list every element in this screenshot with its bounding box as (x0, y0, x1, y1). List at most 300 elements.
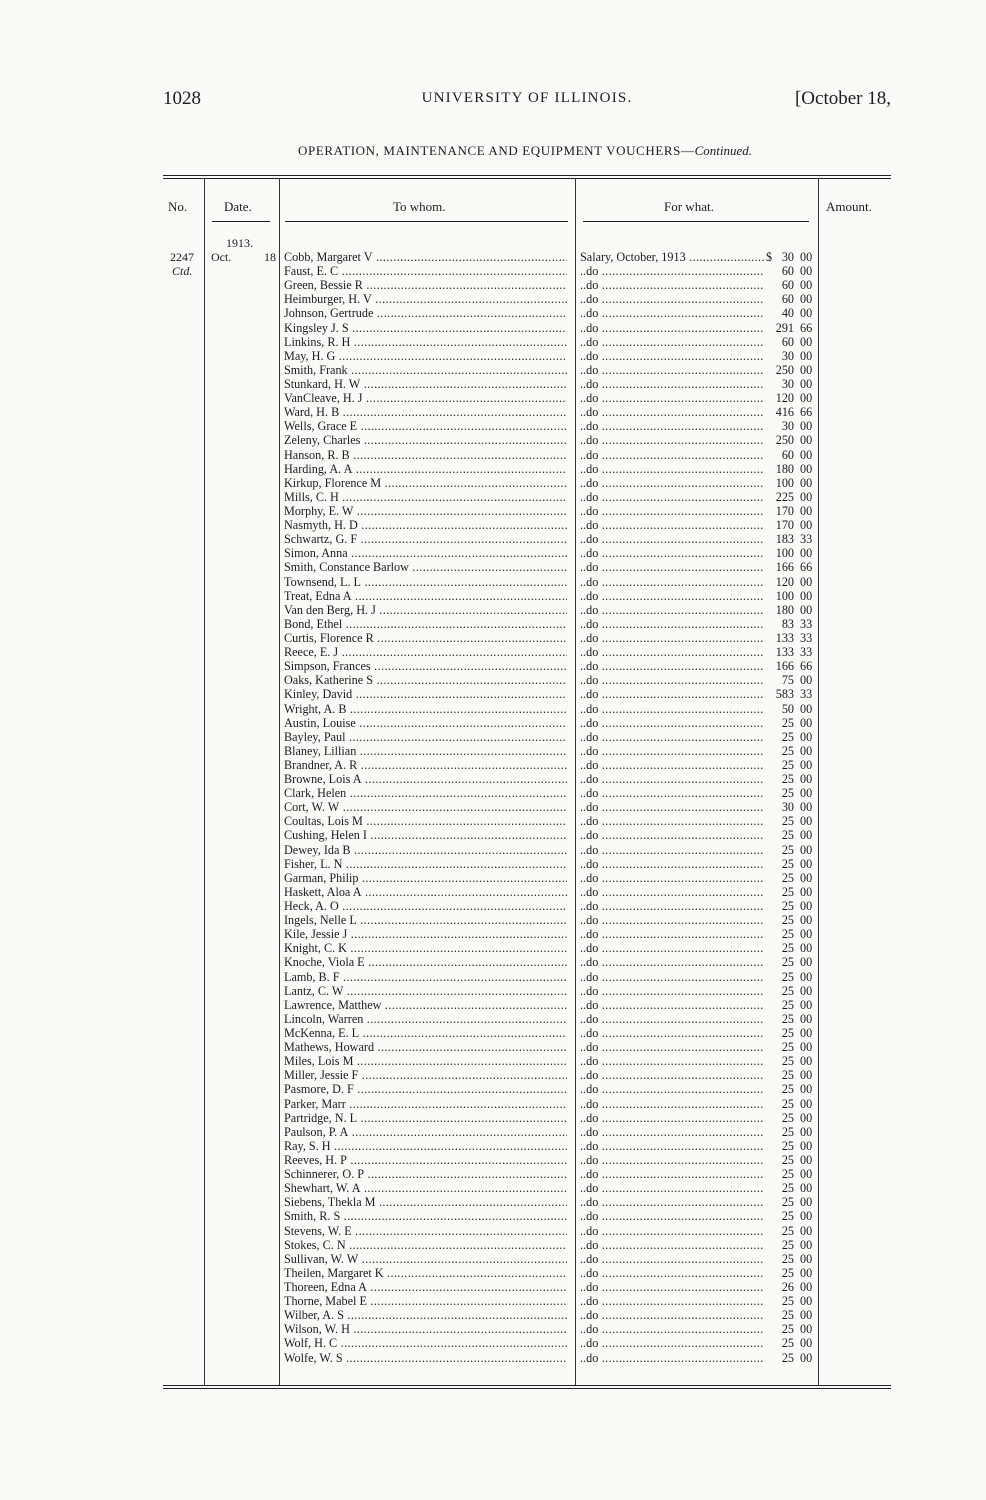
amount-cents: 00 (800, 1153, 813, 1167)
amount-dollars: 180 (775, 602, 794, 617)
table-row (0, 589, 986, 603)
payment-purpose: ..do ..... (580, 1252, 764, 1266)
payee-name: Kinley, David ..... (284, 687, 567, 701)
payee-name: Schinnerer, O. P ..... (284, 1167, 567, 1181)
payment-purpose: ..do ..... (580, 617, 764, 631)
amount-cents: 00 (800, 856, 813, 871)
table-row (0, 490, 986, 504)
payment-purpose: ..do ..... (580, 1308, 764, 1322)
payment-purpose: ..do ..... (580, 1167, 764, 1181)
payee-name: Heimburger, H. V ..... (284, 292, 567, 306)
amount-dollars: 25 (781, 729, 794, 744)
amount-dollars: 25 (781, 1181, 794, 1196)
payee-name: Morphy, E. W ..... (284, 504, 567, 518)
amount-cents: 00 (800, 1124, 813, 1139)
amount-dollars: 170 (775, 518, 794, 533)
payment-purpose: ..do ..... (580, 786, 764, 800)
payment-purpose: ..do ..... (580, 1224, 764, 1238)
amount-cents: 00 (800, 348, 813, 363)
amount-dollars: 25 (781, 1082, 794, 1097)
payee-name: Schwartz, G. F ..... (284, 532, 567, 546)
payment-purpose: ..do ..... (580, 1181, 764, 1195)
running-title: UNIVERSITY OF ILLINOIS. (421, 90, 633, 106)
amount-dollars: 25 (781, 913, 794, 928)
amount-dollars: 60 (781, 292, 794, 307)
payment-purpose: ..do ..... (580, 716, 764, 730)
amount-cents: 00 (800, 391, 813, 406)
amount-dollars: 25 (781, 786, 794, 801)
payee-name: Stevens, W. E ..... (284, 1224, 567, 1238)
payee-name: Heck, A. O ..... (284, 899, 567, 913)
amount-cents: 00 (800, 1308, 813, 1323)
payee-name: Pasmore, D. F ..... (284, 1082, 567, 1096)
table-row (0, 885, 986, 899)
table-row (0, 1139, 986, 1153)
payment-purpose: ..do ..... (580, 349, 764, 363)
payee-name: Ray, S. H ..... (284, 1139, 567, 1153)
table-row (0, 857, 986, 871)
amount-dollars: 40 (781, 306, 794, 321)
payee-name: Wolfe, W. S ..... (284, 1351, 567, 1365)
header-underline-date (212, 221, 270, 222)
table-top-rule-2 (163, 178, 891, 179)
amount-dollars: 170 (775, 503, 794, 518)
payee-name: Shewhart, W. A ..... (284, 1181, 567, 1195)
amount-cents: 00 (800, 1237, 813, 1252)
payment-purpose: ..do ..... (580, 1097, 764, 1111)
payment-purpose: ..do ..... (580, 631, 764, 645)
table-row (0, 1308, 986, 1322)
amount-cents: 00 (800, 715, 813, 730)
voucher-continued-note: Ctd. (172, 264, 193, 278)
table-row (0, 448, 986, 462)
amount-dollars: 25 (781, 1265, 794, 1280)
amount-dollars: 166 (775, 560, 794, 575)
amount-dollars: 25 (781, 1308, 794, 1323)
payment-purpose: ..do ..... (580, 645, 764, 659)
payment-purpose: ..do ..... (580, 476, 764, 490)
payment-purpose: ..do ..... (580, 687, 764, 701)
payee-name: Lamb, B. F ..... (284, 970, 567, 984)
payee-name: Curtis, Florence R ..... (284, 631, 567, 645)
payment-purpose: ..do ..... (580, 1012, 764, 1026)
payment-purpose: ..do ..... (580, 899, 764, 913)
table-row (0, 1026, 986, 1040)
table-row (0, 828, 986, 842)
payment-purpose: ..do ..... (580, 1266, 764, 1280)
table-row (0, 1068, 986, 1082)
amount-cents: 00 (800, 602, 813, 617)
amount-cents: 00 (800, 955, 813, 970)
payment-purpose: ..do ..... (580, 1026, 764, 1040)
payment-purpose: ..do ..... (580, 843, 764, 857)
amount-dollars: 25 (781, 1251, 794, 1266)
payee-name: Bond, Ethel ..... (284, 617, 567, 631)
amount-cents: 00 (800, 1294, 813, 1309)
payee-name: Miller, Jessie F ..... (284, 1068, 567, 1082)
payment-purpose: ..do ..... (580, 659, 764, 673)
amount-cents: 00 (800, 1265, 813, 1280)
amount-dollars: 25 (781, 884, 794, 899)
table-bottom-rule-2 (163, 1388, 891, 1389)
payment-purpose: ..do ..... (580, 560, 764, 574)
payment-purpose: ..do ..... (580, 1082, 764, 1096)
payment-purpose: ..do ..... (580, 913, 764, 927)
amount-dollars: 25 (781, 842, 794, 857)
amount-dollars: 183 (775, 532, 794, 547)
table-row (0, 1125, 986, 1139)
payment-purpose: ..do ..... (580, 1238, 764, 1252)
amount-cents: 00 (800, 362, 813, 377)
table-row (0, 433, 986, 447)
amount-dollars: 180 (775, 461, 794, 476)
payment-purpose: ..do ..... (580, 1040, 764, 1054)
amount-dollars: 416 (775, 405, 794, 420)
payment-purpose: ..do ..... (580, 278, 764, 292)
amount-dollars: 30 (781, 348, 794, 363)
amount-cents: 00 (800, 1209, 813, 1224)
payee-name: Van den Berg, H. J ..... (284, 603, 567, 617)
amount-cents: 66 (800, 320, 813, 335)
payment-purpose: ..do ..... (580, 744, 764, 758)
amount-dollars: 100 (775, 588, 794, 603)
payee-name: Cushing, Helen I ..... (284, 828, 567, 842)
payee-name: Brandner, A. R ..... (284, 758, 567, 772)
subtitle-continued: Continued. (694, 143, 752, 158)
payee-name: Blaney, Lillian ..... (284, 744, 567, 758)
amount-dollars: 291 (775, 320, 794, 335)
table-row (0, 800, 986, 814)
amount-dollars: 50 (781, 701, 794, 716)
payee-name: Fisher, L. N ..... (284, 857, 567, 871)
table-row (0, 1181, 986, 1195)
voucher-year: 1913. (226, 236, 253, 250)
header-to-whom: To whom. (393, 199, 446, 214)
payee-name: Ward, H. B ..... (284, 405, 567, 419)
payee-name: Stunkard, H. W ..... (284, 377, 567, 391)
amount-dollars: 25 (781, 870, 794, 885)
payee-name: Parker, Marr ..... (284, 1097, 567, 1111)
amount-cents: 00 (800, 1138, 813, 1153)
payee-name: Thorne, Mabel E ..... (284, 1294, 567, 1308)
amount-cents: 00 (800, 983, 813, 998)
table-row (0, 306, 986, 320)
payee-name: Clark, Helen ..... (284, 786, 567, 800)
voucher-month: Oct. (211, 250, 232, 264)
table-row (0, 504, 986, 518)
table-row (0, 335, 986, 349)
amount-cents: 66 (800, 560, 813, 575)
amount-cents: 00 (800, 870, 813, 885)
payment-purpose: ..do ..... (580, 730, 764, 744)
amount-cents: 00 (800, 1251, 813, 1266)
table-row (0, 730, 986, 744)
payee-name: Dewey, Ida B ..... (284, 843, 567, 857)
table-row (0, 786, 986, 800)
table-row (0, 363, 986, 377)
payee-name: Austin, Louise ..... (284, 716, 567, 730)
table-row (0, 349, 986, 363)
amount-cents: 33 (800, 645, 813, 660)
amount-cents: 00 (800, 475, 813, 490)
table-row (0, 1209, 986, 1223)
amount-cents: 00 (800, 899, 813, 914)
table-row (0, 1351, 986, 1365)
payee-name: Mills, C. H ..... (284, 490, 567, 504)
payee-name: Miles, Lois M ..... (284, 1054, 567, 1068)
table-row (0, 1097, 986, 1111)
payee-name: Treat, Edna A ..... (284, 589, 567, 603)
payment-purpose: ..do ..... (580, 1111, 764, 1125)
amount-cents: 00 (800, 1082, 813, 1097)
amount-dollars: 60 (781, 278, 794, 293)
section-subtitle (160, 143, 890, 159)
amount-cents: 00 (800, 814, 813, 829)
amount-cents: 66 (800, 659, 813, 674)
payee-name: VanCleave, H. J ..... (284, 391, 567, 405)
amount-cents: 00 (800, 306, 813, 321)
payment-purpose: ..do ..... (580, 1068, 764, 1082)
payee-name: Lawrence, Matthew ..... (284, 998, 567, 1012)
table-top-rule (163, 175, 891, 176)
amount-cents: 00 (800, 842, 813, 857)
payment-purpose: ..do ..... (580, 462, 764, 476)
table-row (0, 1280, 986, 1294)
table-row (0, 1266, 986, 1280)
payee-name: Harding, A. A ..... (284, 462, 567, 476)
amount-dollars: 25 (781, 1350, 794, 1365)
amount-dollars: 25 (781, 927, 794, 942)
amount-cents: 33 (800, 532, 813, 547)
amount-cents: 00 (800, 828, 813, 843)
payee-name: Oaks, Katherine S ..... (284, 673, 567, 687)
amount-dollars: 25 (781, 856, 794, 871)
amount-dollars: 250 (775, 362, 794, 377)
table-row (0, 321, 986, 335)
payee-name: Wilson, W. H ..... (284, 1322, 567, 1336)
amount-dollars: 60 (781, 447, 794, 462)
payee-name: Knoche, Viola E ..... (284, 955, 567, 969)
payment-purpose: ..do ..... (580, 603, 764, 617)
amount-dollars: 250 (775, 433, 794, 448)
voucher-day: 18 (264, 250, 276, 264)
payee-name: Haskett, Aloa A ..... (284, 885, 567, 899)
amount-dollars: 25 (781, 1040, 794, 1055)
table-row (0, 772, 986, 786)
payment-purpose: ..do ..... (580, 335, 764, 349)
table-row (0, 941, 986, 955)
payment-purpose: ..do ..... (580, 264, 764, 278)
amount-dollars: 25 (781, 1153, 794, 1167)
amount-dollars: 25 (781, 757, 794, 772)
payment-purpose: ..do ..... (580, 871, 764, 885)
table-row (0, 1167, 986, 1181)
header-underline-what (583, 221, 809, 222)
table-row (0, 758, 986, 772)
table-row (0, 927, 986, 941)
amount-cents: 00 (800, 1181, 813, 1196)
table-row (0, 814, 986, 828)
payment-purpose: ..do ..... (580, 1336, 764, 1350)
payee-name: Lincoln, Warren ..... (284, 1012, 567, 1026)
payment-purpose: ..do ..... (580, 927, 764, 941)
payee-name: Kirkup, Florence M ..... (284, 476, 567, 490)
voucher-number: 2247 (170, 250, 194, 264)
amount-dollars: 133 (775, 645, 794, 660)
amount-dollars: 25 (781, 1026, 794, 1041)
table-row (0, 603, 986, 617)
table-row (0, 970, 986, 984)
payment-purpose: ..do ..... (580, 589, 764, 603)
table-bottom-rule (163, 1385, 891, 1386)
amount-cents: 00 (800, 743, 813, 758)
amount-dollars: 25 (781, 1237, 794, 1252)
amount-cents: 00 (800, 941, 813, 956)
table-row (0, 913, 986, 927)
running-head (163, 88, 891, 118)
table-row (0, 560, 986, 574)
payee-name: Green, Bessie R ..... (284, 278, 567, 292)
table-row (0, 518, 986, 532)
amount-dollars: 25 (781, 1322, 794, 1337)
amount-cents: 00 (800, 927, 813, 942)
amount-dollars: 25 (781, 1054, 794, 1069)
table-row (0, 659, 986, 673)
payment-purpose: ..do ..... (580, 1351, 764, 1365)
amount-cents: 00 (800, 1336, 813, 1351)
amount-cents: 00 (800, 503, 813, 518)
amount-cents: 00 (800, 1026, 813, 1041)
table-row (0, 1153, 986, 1167)
payment-purpose: ..do ..... (580, 321, 764, 335)
payment-purpose: ..do ..... (580, 970, 764, 984)
amount-cents: 00 (800, 433, 813, 448)
table-row (0, 1012, 986, 1026)
table-row (0, 955, 986, 969)
table-row (0, 1336, 986, 1350)
payee-name: McKenna, E. L ..... (284, 1026, 567, 1040)
amount-cents: 00 (800, 786, 813, 801)
payee-name: Ingels, Nelle L ..... (284, 913, 567, 927)
payment-purpose: ..do ..... (580, 306, 764, 320)
payee-name: Browne, Lois A ..... (284, 772, 567, 786)
header-no: No. (168, 199, 188, 214)
amount-dollars: 30 (781, 800, 794, 815)
payment-purpose: ..do ..... (580, 800, 764, 814)
amount-cents: 00 (800, 264, 813, 279)
payment-purpose: ..do ..... (580, 504, 764, 518)
amount-cents: 00 (800, 574, 813, 589)
amount-cents: 00 (800, 997, 813, 1012)
amount-cents: 00 (800, 419, 813, 434)
payment-purpose: ..do ..... (580, 1294, 764, 1308)
payee-name: Knight, C. K ..... (284, 941, 567, 955)
payment-purpose: ..do ..... (580, 984, 764, 998)
amount-cents: 00 (800, 1167, 813, 1182)
amount-dollars: 30 (781, 250, 794, 264)
payment-purpose: ..do ..... (580, 377, 764, 391)
table-row (0, 687, 986, 701)
amount-cents: 00 (800, 546, 813, 561)
amount-cents: 00 (800, 757, 813, 772)
header-underline-whom (285, 221, 568, 222)
amount-dollars: 25 (781, 1195, 794, 1210)
payment-purpose: ..do ..... (580, 1209, 764, 1223)
table-row (0, 575, 986, 589)
amount-dollars: 100 (775, 546, 794, 561)
table-row (0, 702, 986, 716)
payee-name: Mathews, Howard ..... (284, 1040, 567, 1054)
payment-purpose: ..do ..... (580, 772, 764, 786)
amount-cents: 33 (800, 616, 813, 631)
subtitle-main: OPERATION, MAINTENANCE AND EQUIPMENT VOUCHERS— (298, 143, 695, 158)
table-row (0, 546, 986, 560)
payee-name: Smith, Frank ..... (284, 363, 567, 377)
amount-dollars: 583 (775, 687, 794, 702)
payment-purpose: ..do ..... (580, 363, 764, 377)
amount-dollars: 120 (775, 574, 794, 589)
amount-cents: 00 (800, 673, 813, 688)
payee-name: Hanson, R. B ..... (284, 448, 567, 462)
payment-purpose: ..do ..... (580, 857, 764, 871)
amount-dollars: 25 (781, 828, 794, 843)
payment-purpose: ..do ..... (580, 546, 764, 560)
payment-purpose: ..do ..... (580, 1139, 764, 1153)
voucher-rows (0, 250, 986, 1365)
payee-name: Stokes, C. N ..... (284, 1238, 567, 1252)
amount-cents: 00 (800, 376, 813, 391)
table-row (0, 984, 986, 998)
amount-dollars: 25 (781, 1138, 794, 1153)
table-row (0, 1054, 986, 1068)
amount-dollars: 25 (781, 899, 794, 914)
payment-purpose: ..do ..... (580, 758, 764, 772)
amount-dollars: 25 (781, 1294, 794, 1309)
payee-name: Bayley, Paul ..... (284, 730, 567, 744)
payee-name: Smith, Constance Barlow ..... (284, 560, 567, 574)
amount-dollars: 30 (781, 376, 794, 391)
payee-name: Lantz, C. W ..... (284, 984, 567, 998)
table-row (0, 673, 986, 687)
payee-name: Garman, Philip ..... (284, 871, 567, 885)
amount-cents: 00 (800, 1279, 813, 1294)
table-row (0, 419, 986, 433)
payee-name: Kingsley J. S ..... (284, 321, 567, 335)
amount-cents: 00 (800, 489, 813, 504)
amount-cents: 00 (800, 1054, 813, 1069)
payee-name: Faust, E. C ..... (284, 264, 567, 278)
amount-cents: 00 (800, 969, 813, 984)
amount-dollars: 25 (781, 941, 794, 956)
payee-name: Kile, Jessie J ..... (284, 927, 567, 941)
amount-dollars: 166 (775, 659, 794, 674)
payment-purpose: ..do ..... (580, 885, 764, 899)
amount-dollars: 25 (781, 1209, 794, 1224)
table-row (0, 716, 986, 730)
payee-name: Thoreen, Edna A ..... (284, 1280, 567, 1294)
payee-name: Siebens, Thekla M ..... (284, 1195, 567, 1209)
payee-name: Cobb, Margaret V ..... (284, 250, 567, 264)
amount-cents: 00 (800, 1195, 813, 1210)
amount-cents: 00 (800, 884, 813, 899)
payee-name: Townsend, L. L ..... (284, 575, 567, 589)
amount-cents: 00 (800, 461, 813, 476)
page-number: 1028 (163, 88, 201, 109)
payee-name: Zeleny, Charles ..... (284, 433, 567, 447)
amount-dollars: 25 (781, 1096, 794, 1111)
amount-dollars: 25 (781, 997, 794, 1012)
payment-purpose: ..do ..... (580, 1125, 764, 1139)
